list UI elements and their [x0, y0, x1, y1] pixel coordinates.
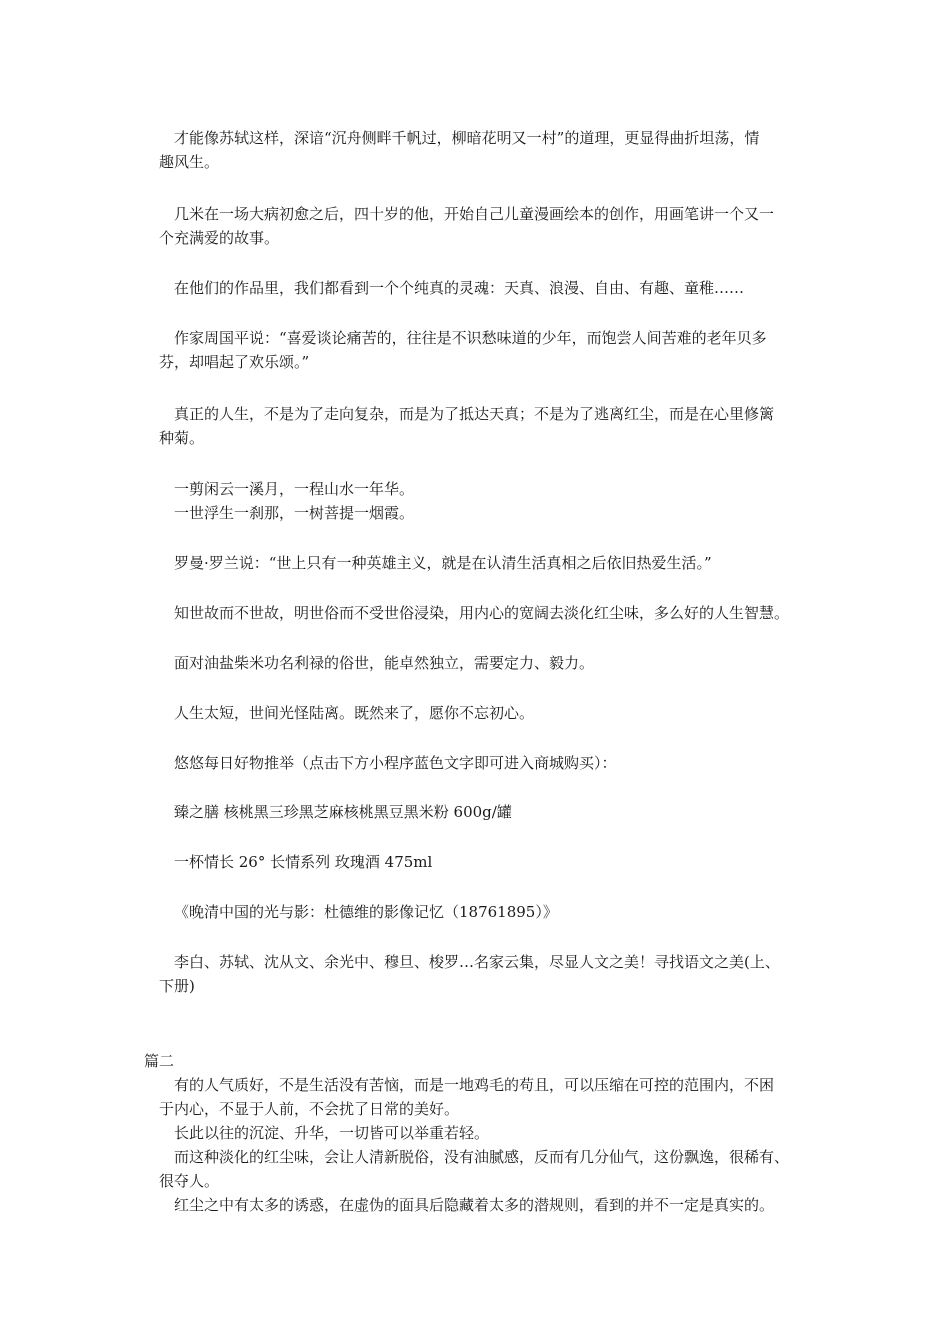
paragraph-recommendations-intro: [144, 751, 812, 775]
text-line: 面对油盐柴米功名利禄的俗世，能卓然独立，需要定力、毅力。: [174, 654, 595, 672]
text-line: 红尘之中有太多的诱惑，在虚伪的面具后隐藏着太多的潜规则，看到的并不一定是真实的。: [174, 1196, 775, 1214]
text-line: 几米在一场大病初愈之后，四十岁的他，开始自己儿童漫画绘本的创作，用画笔讲一个又一: [174, 205, 775, 223]
text-line: 而这种淡化的红尘味，会让人清新脱俗，没有油腻感，反而有几分仙气，这份飘逸，很稀有、: [174, 1148, 790, 1166]
product-item-wine: [144, 850, 812, 874]
paragraph-su-shi: [144, 126, 812, 174]
text-line: 下册): [159, 977, 195, 995]
text-line: 知世故而不世故，明世俗而不受世俗浸染，用内心的宽阔去淡化红尘味，多么好的人生智慧。: [174, 604, 790, 622]
paragraph-original-intention: [144, 701, 812, 725]
paragraph-jimmy: [144, 202, 812, 250]
text-line: 罗曼·罗兰说：“世上只有一种英雄主义，就是在认清生活真相之后依旧热爱生活。”: [174, 554, 712, 572]
paragraph-worldly-wisdom: [144, 601, 812, 625]
text-line: 个充满爱的故事。: [159, 229, 280, 247]
text-line: 悠悠每日好物推举（点击下方小程序蓝色文字即可进入商城购买）：: [174, 754, 617, 772]
text-line: 才能像苏轼这样，深谙“沉舟侧畔千帆过，柳暗花明又一村”的道理，更显得曲折坦荡，情: [174, 129, 760, 147]
paragraph-zhou-guoping-quote: [144, 326, 812, 374]
text-line: 《晚清中国的光与影：杜德维的影像记忆（18761895）》: [174, 903, 558, 921]
text-line: 趣风生。: [159, 153, 220, 171]
text-line: 一世浮生一刹那，一树菩提一烟霞。: [174, 504, 415, 522]
product-item-book-chinese: [144, 950, 812, 998]
text-line: 真正的人生，不是为了走向复杂，而是为了抵达天真；不是为了逃离红尘，而是在心里修篱: [174, 405, 775, 423]
text-line: 作家周国平说：“喜爱谈论痛苦的，往往是不识愁味道的少年，而饱尝人间苦难的老年贝多: [174, 329, 767, 347]
text-line: 很夺人。: [159, 1172, 220, 1190]
text-line: 长此以往的沉淀、升华，一切皆可以举重若轻。: [174, 1124, 490, 1142]
text-line: 种菊。: [159, 429, 205, 447]
paragraph-pure-souls: [144, 276, 812, 300]
paragraph-romain-rolland-quote: [144, 551, 812, 575]
text-line: 在他们的作品里，我们都看到一个个纯真的灵魂：天真、浪漫、自由、有趣、童稚……: [174, 279, 745, 297]
text-line: 于内心，不显于人前，不会扰了日常的美好。: [159, 1100, 460, 1118]
text-line: 臻之膳 核桃黑三珍黑芝麻核桃黑豆黑米粉 600g/罐: [174, 803, 512, 821]
paragraph-temperament: [144, 1073, 812, 1121]
paragraph-temptations: [144, 1193, 812, 1217]
paragraph-independence: [144, 651, 812, 675]
paragraph-poem: [144, 477, 812, 525]
text-line: 一剪闲云一溪月，一程山水一年华。: [174, 480, 415, 498]
product-item-powder: [144, 800, 812, 824]
paragraph-true-life: [144, 402, 812, 450]
paragraph-fresh-refined: [144, 1145, 812, 1193]
text-line: 人生太短，世间光怪陆离。既然来了，愿你不忘初心。: [174, 704, 535, 722]
text-line: 一杯情长 26° 长情系列 玫瑰酒 475ml: [174, 853, 433, 871]
paragraph-sedimentation: [144, 1121, 812, 1145]
section-title: 篇二: [144, 1052, 175, 1070]
text-line: 芬，却唱起了欢乐颂。”: [159, 353, 310, 371]
product-item-book-photos: [144, 900, 812, 924]
text-line: 有的人气质好，不是生活没有苦恼，而是一地鸡毛的苟且，可以压缩在可控的范围内，不困: [174, 1076, 775, 1094]
text-line: 李白、苏轼、沈从文、余光中、穆旦、梭罗…名家云集，尽显人文之美！寻找语文之美(上、: [174, 953, 780, 971]
